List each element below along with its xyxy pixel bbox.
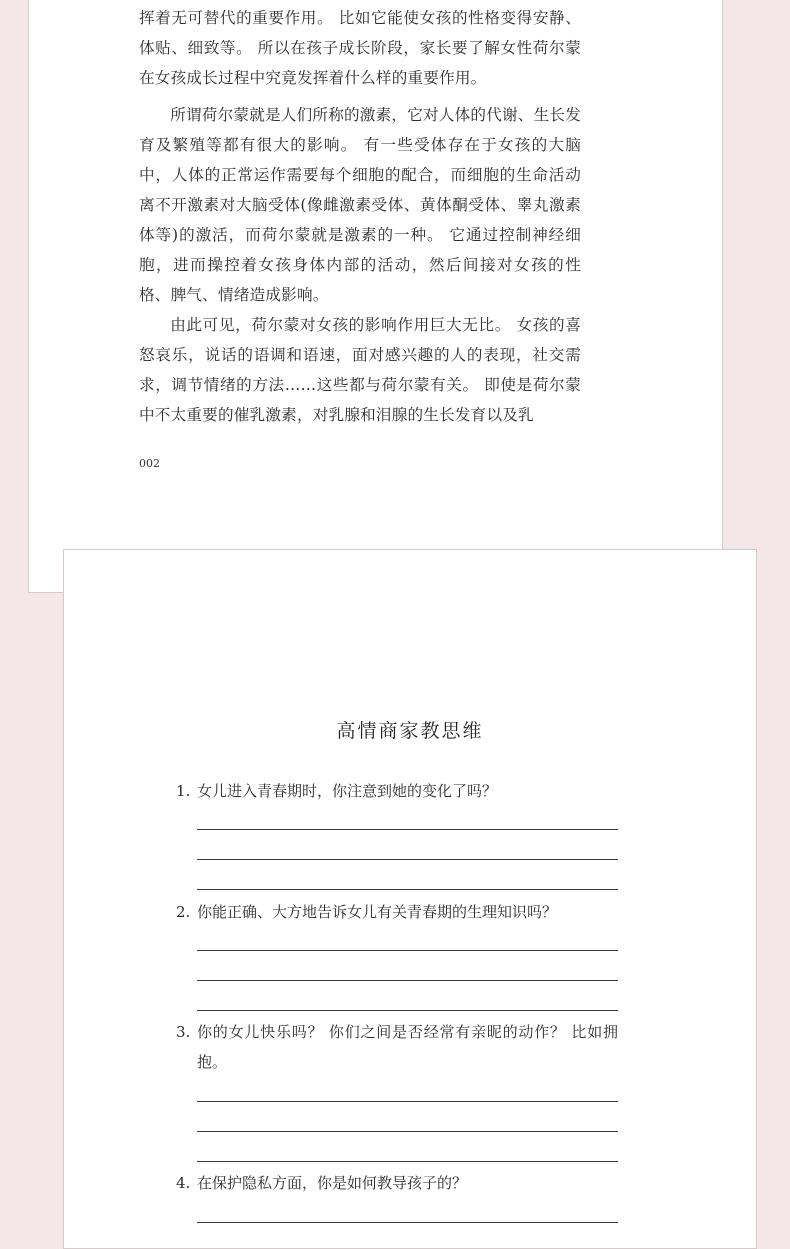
answer-line[interactable] <box>197 1101 618 1102</box>
section-title: 高情商家教思维 <box>336 720 484 742</box>
answer-line[interactable] <box>197 859 618 860</box>
previous-page <box>28 0 723 593</box>
question-4-number: 4. <box>176 1174 191 1192</box>
question-2-text: 你能正确、大方地告诉女儿有关青春期的生理知识吗？ <box>197 903 558 921</box>
question-3-number: 3. <box>176 1023 191 1041</box>
question-3-text: 你的女儿快乐吗？ 你们之间是否经常有亲昵的动作？ 比如拥抱。 <box>197 1023 618 1071</box>
question-1-number: 1. <box>176 782 191 800</box>
answer-line[interactable] <box>197 829 618 830</box>
question-4-text: 在保护隐私方面，你是如何教导孩子的？ <box>197 1174 468 1192</box>
question-1-text: 女儿进入青春期时，你注意到她的变化了吗？ <box>197 782 498 800</box>
paragraph-2: 所谓荷尔蒙就是人们所称的激素，它对人体的代谢、生长发育及繁殖等都有很大的影响。 有一些受体存在于女孩的大脑中，人体的正常运作需要每个细胞的配合，而细胞的生命活动离不开激素对大脑受体(像雌激素受体、黄体酮受体、睾丸激素体等)的激活，而荷尔蒙就是激素的一种。 它通过控制神经细胞，进而操控着女孩身体内部的活动，然后间接对女孩的性格、脾气、情绪造成影响。 <box>139 106 581 304</box>
answer-line[interactable] <box>197 889 618 890</box>
question-2-number: 2. <box>176 903 191 921</box>
paragraph-1: 挥着无可替代的重要作用。 比如它能使女孩的性格变得安静、体贴、细致等。 所以在孩子成长阶段，家长要了解女性荷尔蒙在女孩成长过程中究竟发挥着什么样的重要作用。 <box>139 9 581 87</box>
current-page <box>63 549 757 1249</box>
answer-line[interactable] <box>197 1131 618 1132</box>
answer-line[interactable] <box>197 1010 618 1011</box>
answer-line[interactable] <box>197 1161 618 1162</box>
answer-line[interactable] <box>197 950 618 951</box>
paragraph-3: 由此可见，荷尔蒙对女孩的影响作用巨大无比。 女孩的喜怒哀乐，说话的语调和语速，面对感兴趣的人的表现，社交需求，调节情绪的方法……这些都与荷尔蒙有关。 即使是荷尔蒙中不太重要的催乳激素，对乳腺和泪腺的生长发育以及乳 <box>139 316 581 424</box>
answer-line[interactable] <box>197 1222 618 1223</box>
page-number: 002 <box>139 457 160 470</box>
answer-line[interactable] <box>197 980 618 981</box>
